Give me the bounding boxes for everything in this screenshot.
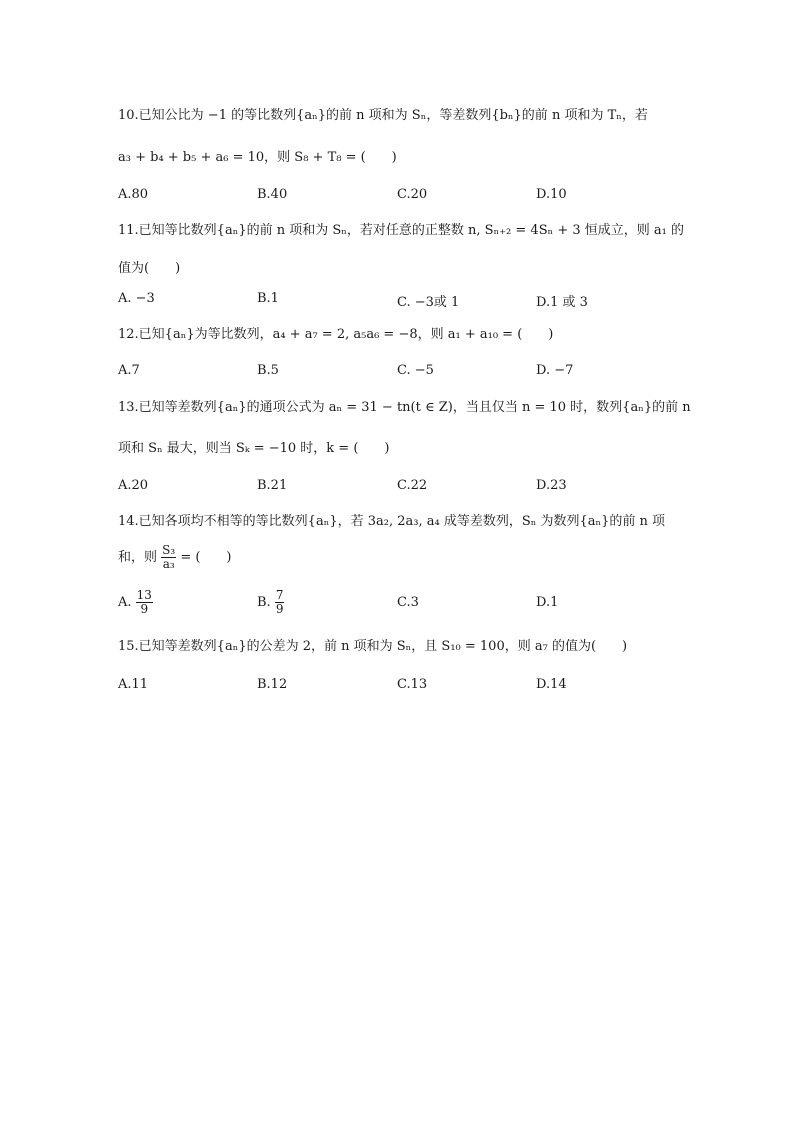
option-d: D.23	[536, 478, 567, 493]
option-b: B.5	[257, 363, 279, 378]
fraction-s3-over-a3	[161, 544, 176, 571]
question-13-line-2: 项和 Sₙ 最大，则当 Sₖ = −10 时，k = ( )	[118, 441, 390, 456]
question-10-options	[118, 187, 718, 209]
question-14-line-1: 14.已知各项均不相等的等比数列{aₙ}，若 3a₂, 2a₃, a₄ 成等差数列，Sₙ 为数列{aₙ}的前 n 项	[118, 514, 666, 529]
option-a	[118, 588, 153, 618]
option-a: A.20	[118, 478, 149, 493]
question-11-options	[118, 291, 718, 313]
option-c: C.22	[397, 478, 428, 493]
fraction-numerator: 7	[275, 588, 284, 602]
option-d: D.14	[536, 677, 567, 692]
question-12-line-1: 12.已知{aₙ}为等比数列，a₄ + a₇ = 2, a₅a₆ = −8，则 a₁ + a₁₀ = ( )	[118, 327, 554, 342]
option-c: C.20	[397, 187, 428, 202]
question-14-line-2-text: 和，则	[118, 550, 158, 565]
option-d: D.10	[536, 187, 567, 202]
option-c: C.13	[397, 677, 428, 692]
option-c: C. −3或 1	[397, 295, 460, 310]
question-11-line-1: 11.已知等比数列{aₙ}的前 n 项和为 Sₙ，若对任意的正整数 n, Sₙ₊₂ = 4Sₙ + 3 恒成立，则 a₁ 的	[118, 223, 685, 238]
question-15-line-1: 15.已知等差数列{aₙ}的公差为 2，前 n 项和为 Sₙ，且 S₁₀ = 100，则 a₇ 的值为( )	[118, 639, 628, 654]
fraction-numerator: 13	[136, 588, 152, 602]
option-c: C. −5	[397, 363, 434, 378]
option-b-label: B.	[257, 595, 271, 610]
option-b-fraction	[275, 589, 285, 616]
option-b: B.12	[257, 677, 288, 692]
question-14-line-2	[118, 543, 232, 573]
question-11-line-2: 值为( )	[118, 261, 181, 276]
option-a-fraction	[136, 589, 153, 616]
question-13-options	[118, 478, 718, 500]
question-14-answer-blank: = ( )	[180, 550, 232, 565]
fraction-denominator: 9	[275, 602, 284, 616]
option-c: C.3	[397, 595, 419, 610]
option-b: B.21	[257, 478, 288, 493]
option-b	[257, 588, 284, 618]
option-d: D.1 或 3	[536, 295, 588, 310]
question-12-options	[118, 363, 718, 385]
option-d: D.1	[536, 595, 559, 610]
option-a: A.11	[118, 677, 149, 692]
question-10-line-2: a₃ + b₄ + b₅ + a₆ = 10，则 S₈ + T₈ = ( )	[118, 150, 397, 165]
fraction-denominator: 9	[140, 602, 149, 616]
question-10-line-1: 10.已知公比为 −1 的等比数列{aₙ}的前 n 项和为 Sₙ，等差数列{bₙ}的前 n 项和为 Tₙ，若	[118, 108, 648, 123]
fraction-numerator: S₃	[162, 543, 176, 557]
option-b: B.1	[257, 291, 279, 306]
fraction-denominator: a₃	[162, 557, 175, 571]
option-b: B.40	[257, 187, 288, 202]
option-a: A. −3	[118, 291, 155, 306]
question-15-options	[118, 677, 718, 699]
question-13-line-1: 13.已知等差数列{aₙ}的通项公式为 aₙ = 31 − tn(t ∈ Z)，当且仅当 n = 10 时，数列{aₙ}的前 n	[118, 400, 691, 415]
question-14-options	[118, 588, 718, 620]
option-a: A.80	[118, 187, 149, 202]
option-a-label: A.	[118, 595, 132, 610]
option-d: D. −7	[536, 363, 574, 378]
option-a: A.7	[118, 363, 140, 378]
